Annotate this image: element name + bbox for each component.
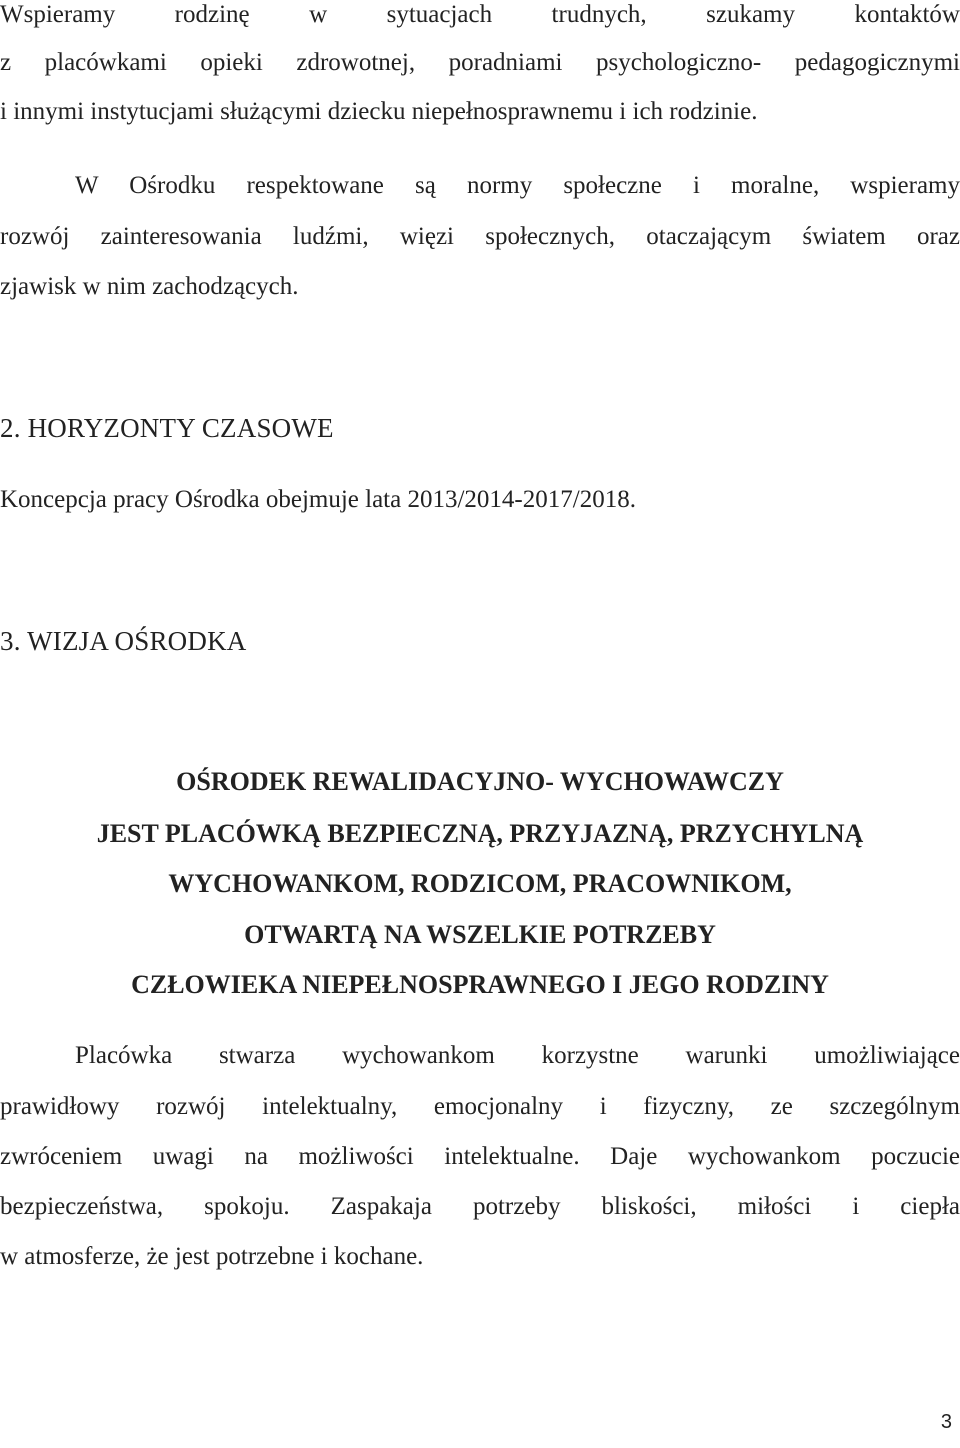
section-3-paragraph-line-5: w atmosferze, że jest potrzebne i kochane. bbox=[0, 1243, 424, 1270]
paragraph-2-line-3: zjawisk w nim zachodzących. bbox=[0, 273, 299, 300]
section-3-paragraph-line-3: zwróceniem uwagi na możliwości intelektualne. Daje wychowankom poczucie bbox=[0, 1143, 960, 1170]
paragraph-2-line-1: W Ośrodku respektowane są normy społeczne i moralne, wspieramy bbox=[75, 172, 960, 199]
paragraph-1-line-2: z placówkami opieki zdrowotnej, poradniami psychologiczno- pedagogicznymi bbox=[0, 49, 960, 76]
section-3-paragraph-line-4: bezpieczeństwa, spokoju. Zaspakaja potrzeby bliskości, miłości i ciepła bbox=[0, 1193, 960, 1220]
section-3-heading: 3. WIZJA OŚRODKA bbox=[0, 626, 247, 656]
paragraph-1-line-1: Wspieramy rodzinę w sytuacjach trudnych, szukamy kontaktów bbox=[0, 1, 960, 28]
page-number: 3 bbox=[940, 1411, 952, 1433]
section-2-text: Koncepcja pracy Ośrodka obejmuje lata 2013/2014-2017/2018. bbox=[0, 486, 636, 513]
section-2-heading: 2. HORYZONTY CZASOWE bbox=[0, 413, 334, 443]
vision-line-4: OTWARTĄ NA WSZELKIE POTRZEBY bbox=[244, 920, 716, 949]
vision-line-3: WYCHOWANKOM, RODZICOM, PRACOWNIKOM, bbox=[168, 869, 792, 898]
section-3-paragraph-line-1: Placówka stwarza wychowankom korzystne warunki umożliwiające bbox=[75, 1042, 960, 1069]
vision-line-1: OŚRODEK REWALIDACYJNO- WYCHOWAWCZY bbox=[176, 767, 784, 796]
paragraph-1-line-3: i innymi instytucjami służącymi dziecku niepełnosprawnemu i ich rodzinie. bbox=[0, 98, 758, 125]
paragraph-2-line-2: rozwój zainteresowania ludźmi, więzi społecznych, otaczającym światem oraz bbox=[0, 223, 960, 250]
vision-line-5: CZŁOWIEKA NIEPEŁNOSPRAWNEGO I JEGO RODZINY bbox=[131, 970, 829, 999]
section-3-paragraph-line-2: prawidłowy rozwój intelektualny, emocjonalny i fizyczny, ze szczególnym bbox=[0, 1093, 960, 1120]
vision-line-2: JEST PLACÓWKĄ BEZPIECZNĄ, PRZYJAZNĄ, PRZYCHYLNĄ bbox=[96, 819, 864, 848]
